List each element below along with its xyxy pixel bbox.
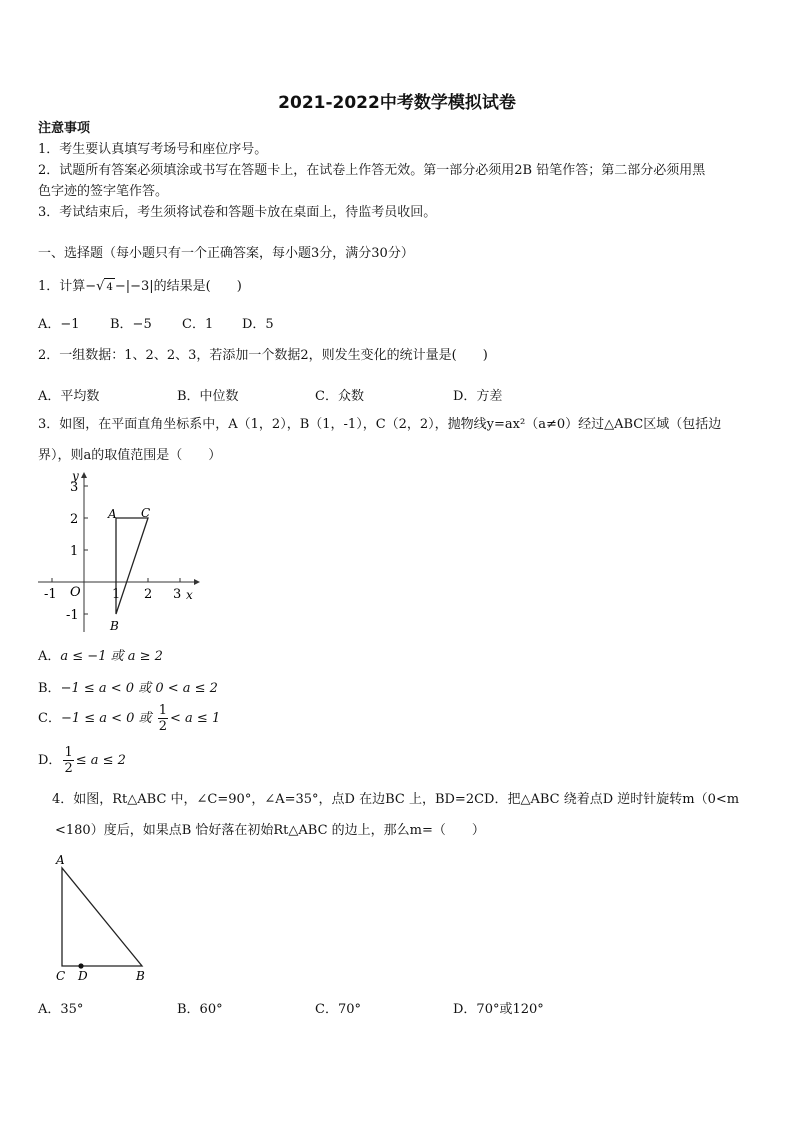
question-3-line2: 界），则a的取值范围是（ ） (38, 448, 222, 463)
question-2: 2．一组数据：1、2、2、3，若添加一个数据2，则发生变化的统计量是( ) (38, 348, 488, 363)
notice-item-3: 3．考试结束后，考生须将试卷和答题卡放在桌面上，待监考员收回。 (38, 205, 437, 220)
y-axis-label: y (72, 469, 79, 483)
q4-triangle-figure (50, 850, 160, 985)
q1-suffix: −|−3|的结果是( ) (114, 279, 242, 294)
q1-option-a: A．−1 (38, 317, 80, 332)
point-d (78, 963, 83, 968)
q4-option-b: B．60° (177, 1002, 223, 1017)
point-b-label: B (136, 969, 145, 983)
q4-option-c: C．70° (315, 1002, 361, 1017)
point-c-label: C (141, 506, 151, 520)
question-1: 1．计算−√ 4 −|−3|的结果是( ) (38, 278, 242, 297)
q3-option-a: A．a ≤ −1 或 a ≥ 2 (38, 649, 163, 664)
q1-option-b: B．−5 (110, 317, 152, 332)
notice-item-1: 1．考生要认真填写考场号和座位序号。 (38, 142, 268, 157)
question-3-line1: 3．如图，在平面直角坐标系中，A（1，2），B（1，-1），C（2，2），抛物线y=ax²（a≠0）经过△ABC区域（包括边 (38, 417, 722, 432)
q2-option-d: D．方差 (453, 389, 503, 404)
q1-prefix: 1．计算− (38, 279, 97, 294)
section-heading: 一、选择题（每小题只有一个正确答案，每小题3分，满分30分） (38, 246, 414, 261)
q1-option-d: D．5 (242, 317, 274, 332)
point-d-label: D (78, 969, 88, 983)
q2-option-b: B．中位数 (177, 389, 239, 404)
x-axis-arrow (194, 579, 200, 585)
q1-radicand: 4 (104, 278, 114, 297)
question-4-line1: 4．如图，Rt△ABC 中，∠C=90°，∠A=35°，点D 在边BC 上，BD=2CD．把△ABC 绕着点D 逆时针旋转m（0<m (52, 792, 740, 807)
q3-option-b: B．−1 ≤ a < 0 或 0 < a ≤ 2 (38, 681, 218, 696)
notice-heading: 注意事项 (38, 121, 91, 136)
notice-item-2-cont: 色字迹的签字笔作答。 (38, 184, 169, 199)
question-4-line2: <180）度后，如果点B 恰好落在初始Rt△ABC 的边上，那么m=（ ） (55, 823, 485, 838)
y-tick-label: 1 (70, 544, 79, 559)
origin-label: O (70, 585, 81, 600)
x-tick-label: -1 (44, 587, 57, 602)
q4-option-d: D．70°或120° (453, 1002, 544, 1017)
page-title: 2021-2022中考数学模拟试卷 (278, 93, 516, 113)
q2-option-c: C．众数 (315, 389, 364, 404)
x-axis-label: x (186, 588, 193, 602)
point-a-label: A (108, 507, 117, 521)
fraction: $\frac{1}{2}$ (158, 703, 168, 734)
notice-item-2: 2．试题所有答案必须填涂或书写在答题卡上，在试卷上作答无效。第一部分必须用2B 铅笔作答；第二部分必须用黑 (38, 163, 706, 178)
q1-option-c: C．1 (182, 317, 214, 332)
q3-option-c: C．−1 ≤ a < 0 或 $\frac{1}{2}$ < a ≤ 1 (38, 703, 221, 734)
y-tick-label: 3 (70, 480, 79, 495)
x-tick-label: 1 (112, 587, 121, 602)
fraction: $\frac{1}{2}$ (64, 745, 73, 776)
q3-coordinate-figure (32, 468, 202, 638)
point-b-label: B (110, 619, 119, 633)
q4-option-a: A．35° (38, 1002, 84, 1017)
triangle-abc (62, 868, 142, 966)
point-a-label: A (56, 853, 65, 867)
y-tick-label: 2 (70, 512, 79, 527)
x-tick-label: 2 (144, 587, 153, 602)
x-tick-label: 3 (173, 587, 182, 602)
q2-option-a: A．平均数 (38, 389, 100, 404)
y-axis-arrow (81, 472, 87, 478)
q3-option-d: D． $\frac{1}{2}$ ≤ a ≤ 2 (38, 745, 126, 776)
y-tick-label: -1 (66, 608, 79, 623)
point-c-label: C (56, 969, 66, 983)
